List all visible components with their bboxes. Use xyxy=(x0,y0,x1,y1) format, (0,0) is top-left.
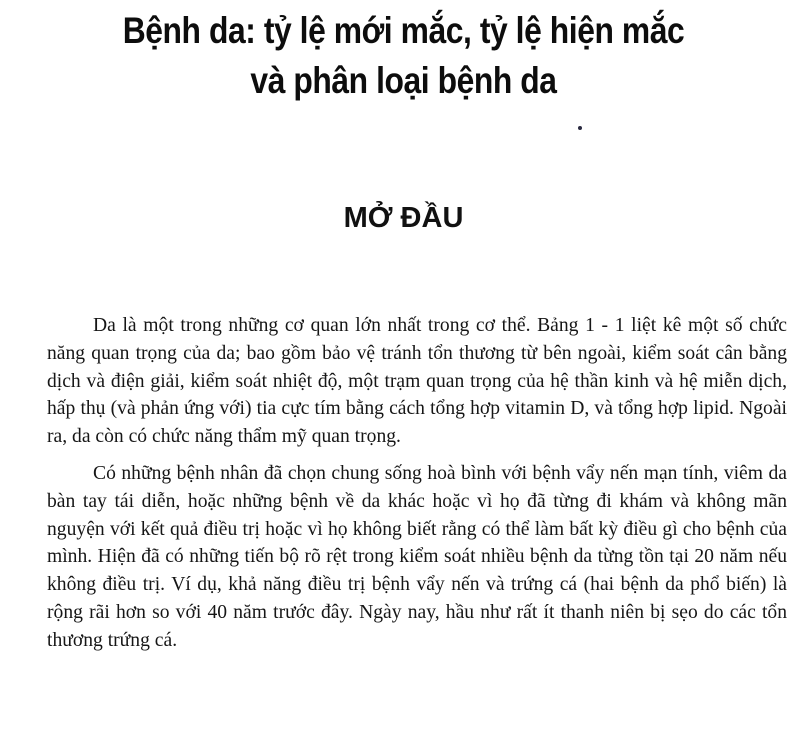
chapter-title-line-1: Bệnh da: tỷ lệ mới mắc, tỷ lệ hiện mắc xyxy=(122,10,685,51)
ink-speck xyxy=(578,126,582,130)
section-heading: MỞ ĐẦU xyxy=(343,202,464,234)
paragraph-1: Da là một trong những cơ quan lớn nhất trong cơ thể. Bảng 1 - 1 liệt kê một số chức năng quan trọng của da; bao gồm bảo vệ tránh tổn thương từ bên ngoài, kiểm soát cân bằng dịch và điện giải, kiểm soát nhiệt độ, một trạm quan trọng của hệ thần kinh và hệ miễn dịch, hấp thụ (và phản ứng với) tia cực tím bằng cách tổng hợp vitamin D, và tổng hợp lipid. Ngoài ra, da còn có chức năng thẩm mỹ quan trọng. xyxy=(47,315,787,448)
body-text xyxy=(47,312,787,655)
chapter-title xyxy=(56,6,750,106)
chapter-title-line-2: và phân loại bệnh da xyxy=(250,60,557,101)
paragraph-2: Có những bệnh nhân đã chọn chung sống hoà bình với bệnh vẩy nến mạn tính, viêm da bàn tay tái diễn, hoặc những bệnh về da khác hoặc vì họ đã từng đi khám và không mãn nguyện với kết quả điều trị hoặc vì họ không biết rằng có thể làm bất kỳ điều gì cho bệnh của mình. Hiện đã có những tiến bộ rõ rệt trong kiểm soát nhiều bệnh da từng tồn tại 20 năm nếu không điều trị. Ví dụ, khả năng điều trị bệnh vẩy nến và trứng cá (hai bệnh da phổ biến) là rộng rãi hơn so với 40 năm trước đây. Ngày nay, hầu như rất ít thanh niên bị sẹo do các tổn thương trứng cá. xyxy=(47,462,787,651)
